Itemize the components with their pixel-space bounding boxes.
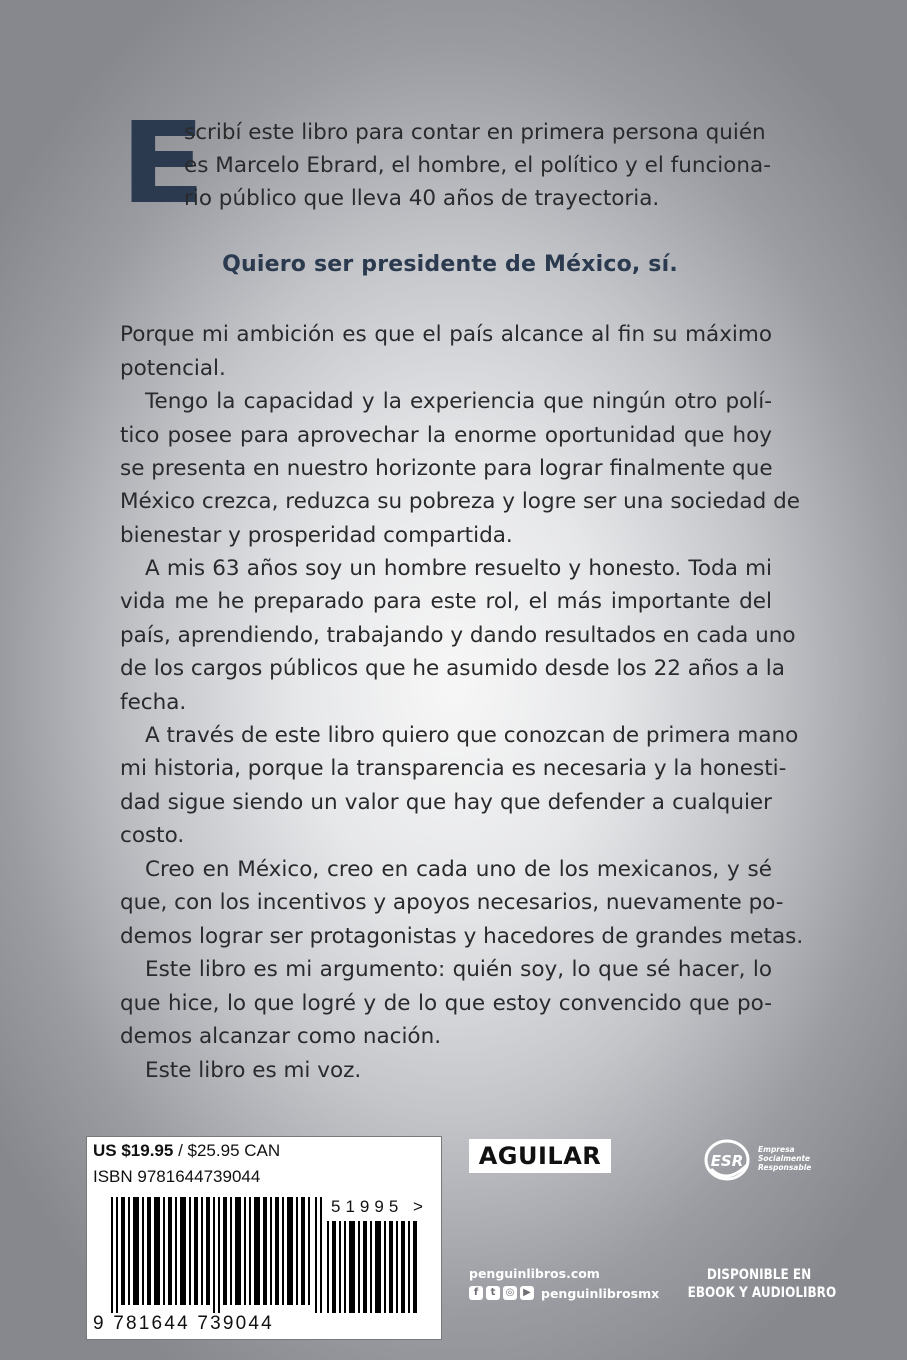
intro-line: rio público que lleva 40 años de trayectoria.: [184, 186, 660, 211]
price-can: / $25.95 CAN: [178, 1141, 281, 1160]
esr-line: Responsable: [758, 1163, 812, 1172]
social-row: [469, 1285, 659, 1301]
instagram-icon[interactable]: ◎: [503, 1286, 517, 1300]
body-line: demos alcanzar como nación.: [120, 1024, 442, 1049]
body-line: costo.: [120, 823, 185, 848]
price: [93, 1141, 280, 1161]
ean-barcode: [111, 1197, 325, 1313]
body-line: A mis 63 años soy un hombre resuelto y honesto. Toda mi: [145, 556, 772, 581]
body-line: fecha.: [120, 690, 187, 715]
body-line: Este libro es mi voz.: [145, 1058, 362, 1083]
body-line: México crezca, reduzca su pobreza y logre ser una sociedad de: [120, 489, 800, 514]
isbn-text: ISBN 9781644739044: [93, 1167, 261, 1186]
facebook-icon[interactable]: f: [469, 1286, 483, 1300]
addon-price-code: 51995: [331, 1197, 404, 1216]
statement-heading: Quiero ser presidente de México, sí.: [222, 252, 678, 277]
body-line: dad sigue siendo un valor que hay que defender a cualquier: [120, 790, 772, 815]
drop-cap: E: [120, 99, 206, 229]
body-line: potencial.: [120, 356, 226, 381]
availability-line: EBOOK Y AUDIOLIBRO: [687, 1285, 837, 1301]
body-line: se presenta en nuestro horizonte para lograr finalmente que: [120, 456, 773, 481]
esr-line: Socialmente: [758, 1154, 811, 1163]
body-line: Creo en México, creo en cada uno de los mexicanos, y sé: [145, 857, 772, 882]
body-line: bienestar y prosperidad compartida.: [120, 523, 513, 548]
twitter-icon[interactable]: t: [486, 1286, 500, 1300]
price-us: US $19.95: [93, 1141, 174, 1160]
youtube-icon[interactable]: ▶: [520, 1286, 534, 1300]
body-line: Este libro es mi argumento: quién soy, lo que sé hacer, lo: [145, 957, 772, 982]
social-handle[interactable]: penguinlibrosmx: [541, 1285, 660, 1301]
esr-logo-text: ESR: [710, 1152, 744, 1170]
website-link[interactable]: penguinlibros.com: [469, 1266, 600, 1281]
body-line: demos lograr ser protagonistas y hacedores de grandes metas.: [120, 924, 804, 949]
esr-line: Empresa: [758, 1145, 795, 1154]
publisher-logo: AGUILAR: [469, 1139, 611, 1173]
addon-barcode: [325, 1221, 421, 1313]
body-line: que, con los incentivos y apoyos necesarios, nuevamente po-: [120, 890, 784, 915]
esr-caption: [758, 1145, 811, 1172]
ean-digits: 9 781644 739044: [93, 1313, 274, 1334]
availability-notice: [687, 1266, 837, 1302]
body-line: país, aprendiendo, trabajando y dando resultados en cada uno: [120, 623, 796, 648]
body-line: que hice, lo que logré y de lo que estoy convencido que po-: [120, 991, 772, 1016]
body-line: vida me he preparado para este rol, el más importante del: [120, 589, 772, 614]
body-line: de los cargos públicos que he asumido desde los 22 años a la: [120, 656, 785, 681]
body-line: Porque mi ambición es que el país alcance al fin su máximo: [120, 322, 772, 347]
barcode-label: [86, 1136, 442, 1340]
body-line: tico posee para aprovechar la enorme oportunidad que hoy: [120, 423, 772, 448]
intro-line: es Marcelo Ebrard, el hombre, el político y el funciona-: [184, 153, 771, 178]
body-line: Tengo la capacidad y la experiencia que ningún otro polí-: [145, 389, 772, 414]
addon-digits: [331, 1197, 428, 1217]
availability-line: DISPONIBLE EN: [706, 1267, 812, 1283]
addon-marker: >: [413, 1197, 428, 1216]
intro-line: scribí este libro para contar en primera persona quién: [184, 120, 766, 145]
body-line: mi historia, porque la transparencia es necesaria y la honesti-: [120, 756, 787, 781]
body-line: A través de este libro quiero que conozcan de primera mano: [145, 723, 799, 748]
